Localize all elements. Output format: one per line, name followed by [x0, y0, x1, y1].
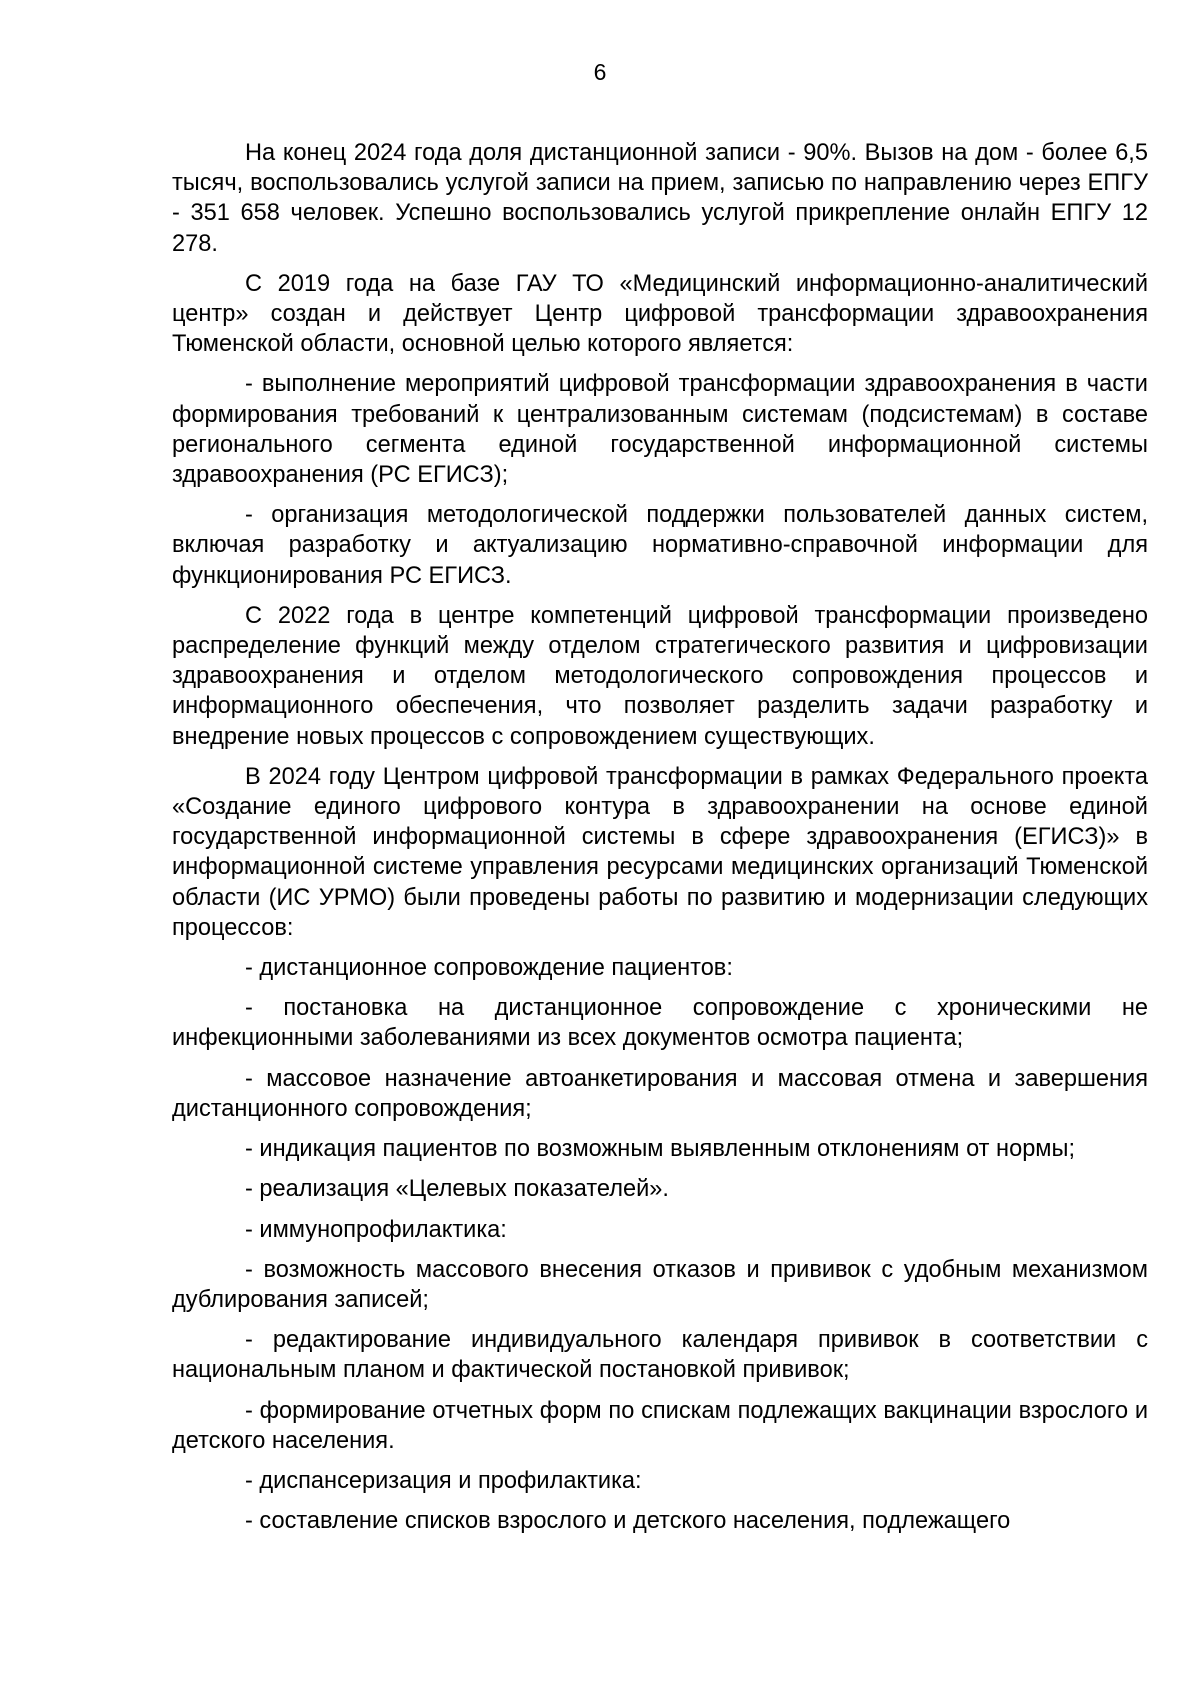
list-item-population-lists: - составление списков взрослого и детского населения, подлежащего	[245, 1508, 1011, 1535]
list-item-report-forms: - формирование отчетных форм по спискам подлежащих вакцинации взрослого и детского населения.	[172, 1397, 1148, 1454]
paragraph-remote-booking-stats: На конец 2024 года доля дистанционной записи - 90%. Вызов на дом - более 6,5 тысяч, воспользовались услугой записи на прием, записью по направлению через ЕПГУ - 351 658 человек. Успешно воспользовались услугой прикрепление онлайн ЕПГУ 12 278.	[172, 140, 1148, 257]
paragraph-functions-2022: С 2022 года в центре компетенций цифровой трансформации произведено распределение функций между отделом стратегического развития и цифровизации здравоохранения и отделом методологического сопровождения процессов и информационного обеспечения, что позволяет разделить задачи разработку и внедрение новых процессов с сопровождением существующих.	[172, 602, 1148, 750]
list-item-deviation-indication: - индикация пациентов по возможным выявленным отклонениям от нормы;	[245, 1136, 1076, 1163]
page-number: 6	[593, 59, 607, 85]
paragraph-goal-methodology: - организация методологической поддержки пользователей данных систем, включая разработку и актуализацию нормативно-справочной информации для функционирования РС ЕГИСЗ.	[172, 502, 1148, 589]
list-item-mass-refusals: - возможность массового внесения отказов и прививок с удобным механизмом дублирования записей;	[172, 1256, 1148, 1313]
paragraph-digital-center-2019: С 2019 года на базе ГАУ ТО «Медицинский информационно-аналитический центр» создан и действует Центр цифровой трансформации здравоохранения Тюменской области, основной целью которого является:	[172, 270, 1148, 358]
paragraph-goal-requirements: - выполнение мероприятий цифровой трансформации здравоохранения в части формирования требований к централизованным системам (подсистемам) в составе регионального сегмента единой государственной информационной системы здравоохранения (РС ЕГИСЗ);	[172, 371, 1148, 489]
list-item-target-indicators: - реализация «Целевых показателей».	[245, 1176, 669, 1203]
paragraph-work-2024: В 2024 году Центром цифровой трансформации в рамках Федерального проекта «Создание единого цифрового контура в здравоохранении на основе единой государственной информационной системы в сфере здравоохранения (ЕГИСЗ)» в информационной системе управления ресурсами медицинских организаций Тюменской области (ИС УРМО) были проведены работы по развитию и модернизации следующих процессов:	[172, 763, 1148, 941]
document-body	[172, 138, 1148, 1546]
list-item-mass-questionnaire: - массовое назначение автоанкетирования и массовая отмена и завершения дистанционного сопровождения;	[172, 1065, 1148, 1122]
list-item-remote-support: - дистанционное сопровождение пациентов:	[245, 955, 733, 982]
list-item-immunoprophylaxis: - иммунопрофилактика:	[245, 1216, 507, 1243]
list-item-chronic-registration: - постановка на дистанционное сопровождение с хроническими не инфекционными заболеваниями из всех документов осмотра пациента;	[172, 995, 1148, 1052]
list-item-dispensary: - диспансеризация и профилактика:	[245, 1467, 642, 1494]
list-item-vaccination-calendar: - редактирование индивидуального календаря прививок в соответствии с национальным планом и фактической постановкой прививок;	[172, 1327, 1148, 1384]
